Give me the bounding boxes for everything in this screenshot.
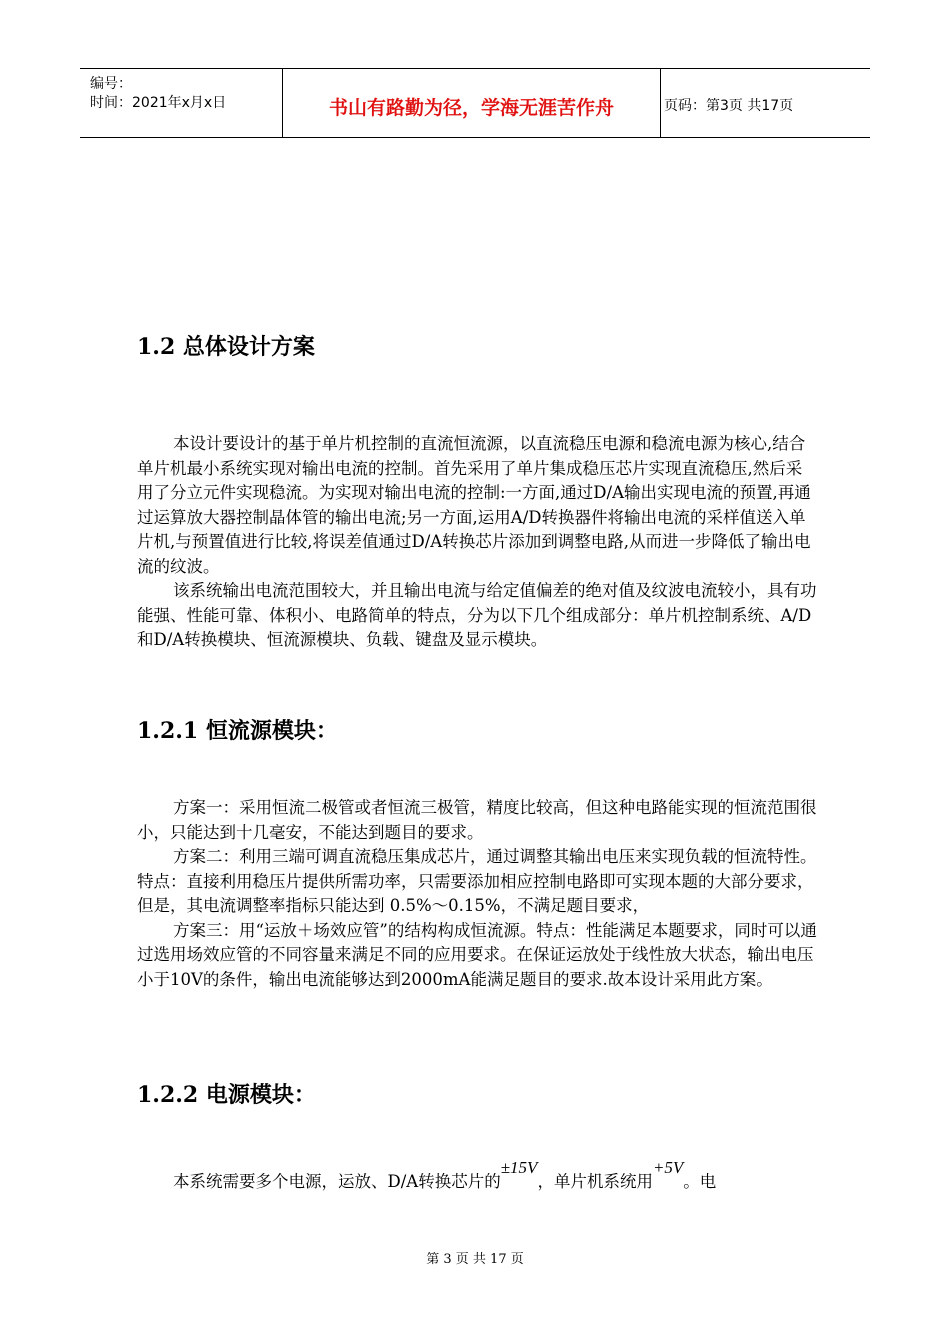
number-label: 编号： <box>90 76 132 92</box>
header-left-cell <box>80 69 283 137</box>
motto-text: 书山有路勤为径，学海无涯苦作舟 <box>328 97 614 119</box>
text: ，单片机系统用 <box>537 1172 653 1191</box>
math-expression: +5V <box>652 1158 684 1177</box>
header-table <box>80 68 870 138</box>
math-expression: ±15V <box>500 1158 538 1177</box>
paragraph: 方案三：用“运放＋场效应管”的结构构成恒流源。特点：性能满足本题要求，同时可以通过选用场效应管的不同容量来满足不同的应用要求。在保证运放处于线性放大状态，输出电压小于10V的条件，输出电流能够达到2000mA能满足题目的要求.故本设计采用此方案。 <box>137 920 817 989</box>
paragraph: 该系统输出电流范围较大，并且输出电流与给定值偏差的绝对值及纹波电流较小，具有功能强、性能可靠、体积小、电路简单的特点，分为以下几个组成部分：单片机控制系统、A/D和D/A转换模块、恒流源模块、负载、键盘及显示模块。 <box>137 581 817 649</box>
time-label: 时间：2021年x月x日 <box>90 95 227 111</box>
paragraph: 本设计要设计的基于单片机控制的直流恒流源，以直流稳压电源和稳流电源为核心,结合单片机最小系统实现对输出电流的控制。首先采用了单片集成稳压芯片实现直流稳压,然后采用了分立元件实现稳流。为实现对输出电流的控制:一方面,通过D/A输出实现电流的预置,再通过运算放大器控制晶体管的输出电流;另一方面,运用A/D转换器件将输出电流的采样值送入单片机,与预置值进行比较,将误差值通过D/A转换芯片添加到调整电路,从而进一步降低了输出电流的纹波。 <box>137 434 811 576</box>
section-body <box>137 432 817 653</box>
page-label: 页码：第3页 共17页 <box>664 98 794 114</box>
text: 。电 <box>683 1172 717 1191</box>
section-title: 1.2 总体设计方案 <box>137 334 315 360</box>
header-middle-cell <box>283 69 661 137</box>
header-right-cell <box>661 69 870 137</box>
subsection-body <box>137 1158 817 1195</box>
paragraph: 方案一：采用恒流二极管或者恒流三极管，精度比较高，但这种电路能实现的恒流范围很小，只能达到十几毫安，不能达到题目的要求。 <box>137 798 817 842</box>
text: 本系统需要多个电源，运放、D/A转换芯片的 <box>173 1172 501 1191</box>
subsection-title: 1.2.2 电源模块： <box>137 1082 316 1108</box>
subsection-title: 1.2.1 恒流源模块： <box>137 718 338 744</box>
page-footer: 第 3 页 共 17 页 <box>426 1252 524 1267</box>
paragraph <box>137 1158 817 1195</box>
paragraph: 方案二：利用三端可调直流稳压集成芯片，通过调整其输出电压来实现负载的恒流特性。特点：直接利用稳压片提供所需功率，只需要添加相应控制电路即可实现本题的大部分要求，但是，其电流调整率指标只能达到 0.5%～0.15%，不满足题目要求， <box>137 847 817 915</box>
subsection-body <box>137 796 817 992</box>
